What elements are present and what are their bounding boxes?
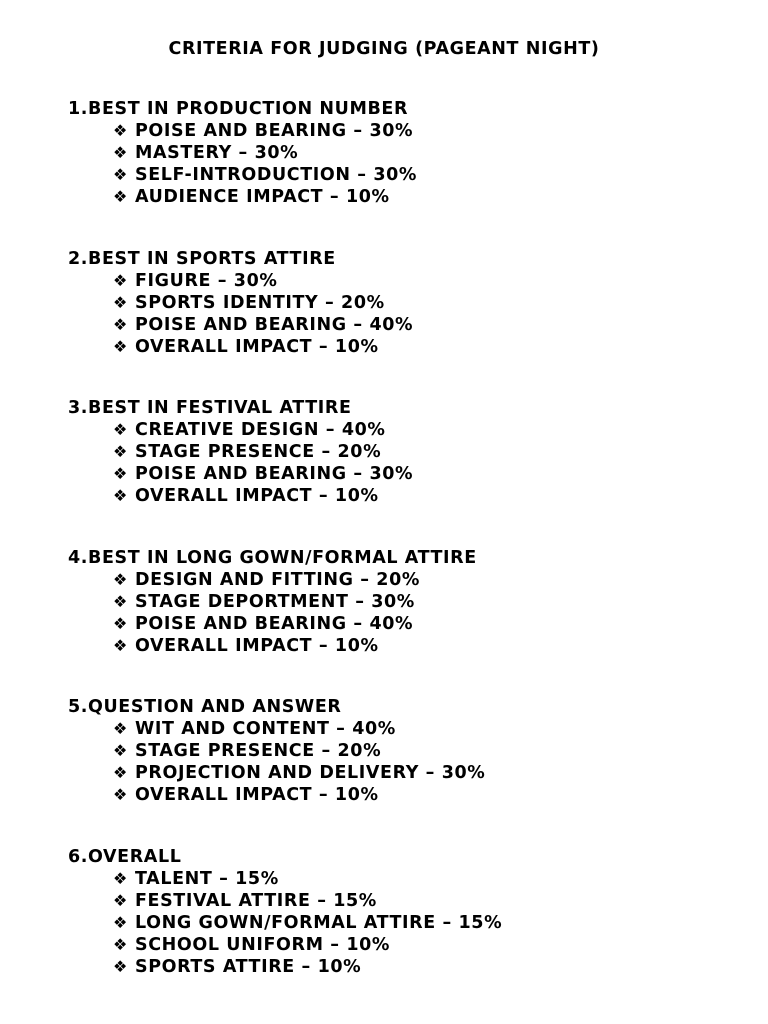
criterion-item <box>113 120 748 142</box>
criterion-label: POISE AND BEARING – 40% <box>135 613 414 634</box>
criterion-item <box>113 336 748 358</box>
criterion-item <box>113 934 748 956</box>
section-overall <box>68 846 748 996</box>
section-production-number <box>68 98 748 248</box>
diamond-bullet-icon: ❖ <box>113 270 128 290</box>
criterion-label: LONG GOWN/FORMAL ATTIRE – 15% <box>135 912 503 933</box>
criterion-label: FESTIVAL ATTIRE – 15% <box>135 890 377 911</box>
criterion-label: OVERALL IMPACT – 10% <box>135 635 379 656</box>
criterion-item <box>113 186 748 208</box>
criterion-label: MASTERY – 30% <box>135 143 299 163</box>
diamond-bullet-icon: ❖ <box>113 868 128 888</box>
criterion-label: WIT AND CONTENT – 40% <box>135 719 396 740</box>
criterion-item <box>113 164 748 186</box>
criterion-item <box>113 591 748 613</box>
criterion-label: CREATIVE DESIGN – 40% <box>135 420 386 441</box>
section-heading: 3.BEST IN FESTIVAL ATTIRE <box>68 398 352 419</box>
criterion-item <box>113 142 748 164</box>
section-festival-attire <box>68 397 748 547</box>
page-title: CRITERIA FOR JUDGING (PAGEANT NIGHT) <box>168 39 600 59</box>
criterion-item <box>113 740 748 762</box>
diamond-bullet-icon: ❖ <box>113 292 128 312</box>
criterion-label: FIGURE – 30% <box>135 270 278 291</box>
section-heading: 6.OVERALL <box>68 846 182 867</box>
criterion-item <box>113 784 748 806</box>
criterion-label: SPORTS IDENTITY – 20% <box>135 292 385 313</box>
section-heading: 2.BEST IN SPORTS ATTIRE <box>68 248 336 269</box>
criterion-item <box>113 890 748 912</box>
criterion-label: STAGE PRESENCE – 20% <box>135 741 382 762</box>
diamond-bullet-icon: ❖ <box>113 569 128 589</box>
criterion-label: SELF-INTRODUCTION – 30% <box>135 165 418 185</box>
diamond-bullet-icon: ❖ <box>113 956 128 976</box>
criterion-label: POISE AND BEARING – 40% <box>135 314 414 335</box>
diamond-bullet-icon: ❖ <box>113 486 128 506</box>
criterion-label: PROJECTION AND DELIVERY – 30% <box>135 763 486 784</box>
criterion-label: AUDIENCE IMPACT – 10% <box>135 187 390 207</box>
diamond-bullet-icon: ❖ <box>113 635 128 655</box>
section-long-gown <box>68 547 748 697</box>
criterion-label: POISE AND BEARING – 30% <box>135 121 414 141</box>
section-heading: 5.QUESTION AND ANSWER <box>68 697 342 718</box>
criterion-item <box>113 868 748 890</box>
diamond-bullet-icon: ❖ <box>113 912 128 932</box>
criterion-label: SPORTS ATTIRE – 10% <box>135 956 362 977</box>
criterion-item <box>113 485 748 507</box>
diamond-bullet-icon: ❖ <box>113 785 128 805</box>
criterion-item <box>113 762 748 784</box>
diamond-bullet-icon: ❖ <box>113 741 128 761</box>
diamond-bullet-icon: ❖ <box>113 613 128 633</box>
diamond-bullet-icon: ❖ <box>113 719 128 739</box>
diamond-bullet-icon: ❖ <box>113 165 128 184</box>
criterion-item <box>113 635 748 657</box>
section-sports-attire <box>68 248 748 398</box>
criterion-item <box>113 441 748 463</box>
criterion-label: STAGE PRESENCE – 20% <box>135 442 382 463</box>
diamond-bullet-icon: ❖ <box>113 442 128 462</box>
criterion-item <box>113 718 748 740</box>
criteria-list <box>68 98 748 996</box>
criterion-label: OVERALL IMPACT – 10% <box>135 336 379 357</box>
diamond-bullet-icon: ❖ <box>113 890 128 910</box>
diamond-bullet-icon: ❖ <box>113 420 128 440</box>
diamond-bullet-icon: ❖ <box>113 763 128 783</box>
criterion-item <box>113 419 748 441</box>
criterion-item <box>113 314 748 336</box>
criterion-item <box>113 613 748 635</box>
diamond-bullet-icon: ❖ <box>113 314 128 334</box>
criterion-label: OVERALL IMPACT – 10% <box>135 785 379 806</box>
criterion-item <box>113 912 748 934</box>
criterion-item <box>113 270 748 292</box>
criterion-item <box>113 292 748 314</box>
diamond-bullet-icon: ❖ <box>113 121 128 140</box>
criterion-label: POISE AND BEARING – 30% <box>135 464 414 485</box>
criterion-label: OVERALL IMPACT – 10% <box>135 486 379 507</box>
diamond-bullet-icon: ❖ <box>113 143 128 162</box>
diamond-bullet-icon: ❖ <box>113 336 128 356</box>
criterion-label: DESIGN AND FITTING – 20% <box>135 569 420 590</box>
diamond-bullet-icon: ❖ <box>113 187 128 206</box>
section-heading: 1.BEST IN PRODUCTION NUMBER <box>68 99 409 119</box>
section-question-answer <box>68 696 748 846</box>
criterion-item <box>113 569 748 591</box>
criterion-label: STAGE DEPORTMENT – 30% <box>135 591 415 612</box>
diamond-bullet-icon: ❖ <box>113 464 128 484</box>
diamond-bullet-icon: ❖ <box>113 934 128 954</box>
criterion-item <box>113 956 748 978</box>
diamond-bullet-icon: ❖ <box>113 591 128 611</box>
criterion-label: TALENT – 15% <box>135 868 279 889</box>
criterion-item <box>113 463 748 485</box>
criterion-label: SCHOOL UNIFORM – 10% <box>135 934 391 955</box>
section-heading: 4.BEST IN LONG GOWN/FORMAL ATTIRE <box>68 547 477 568</box>
